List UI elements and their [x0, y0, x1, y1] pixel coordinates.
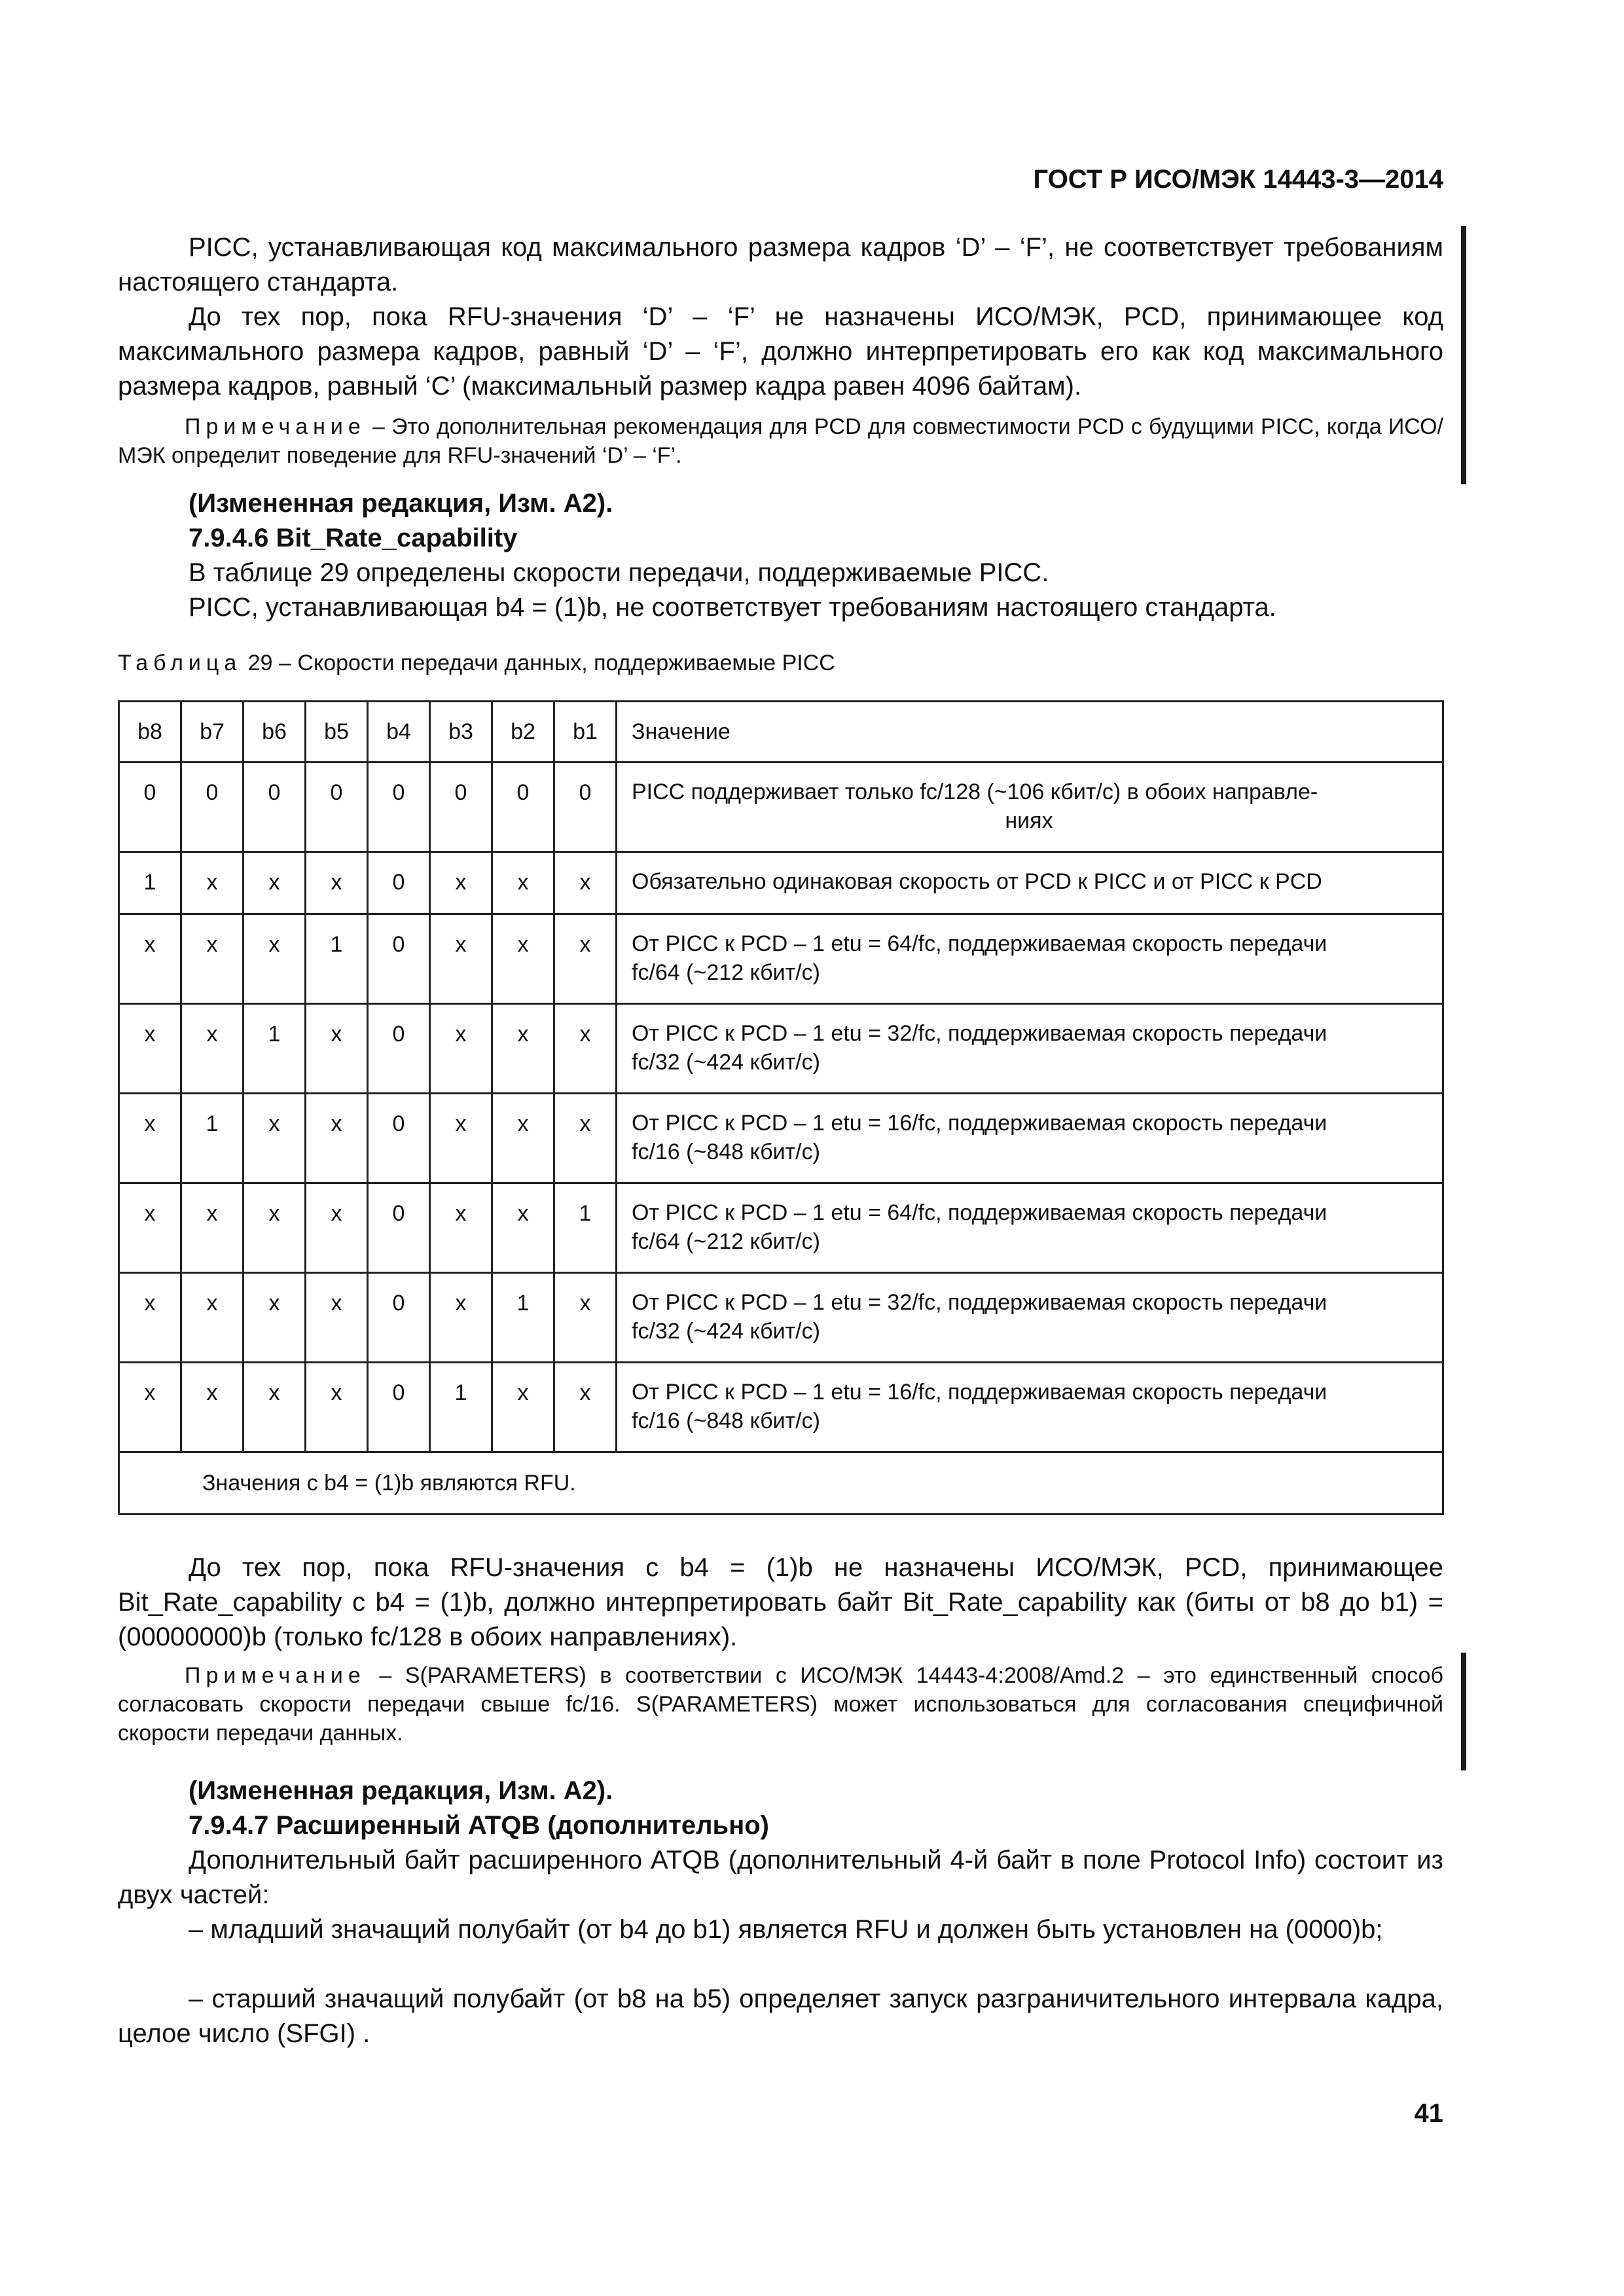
bit-cell: x [119, 1094, 181, 1183]
column-header: b4 [368, 702, 430, 762]
bit-cell: 0 [368, 852, 430, 914]
note-label: Примечание [185, 414, 366, 439]
meaning-line: ниях [1005, 808, 1053, 833]
list-item: – младший значащий полубайт (от b4 до b1) является RFU и должен быть установлен на (0000)b; [189, 1915, 1383, 1944]
bit-cell: 0 [554, 762, 617, 852]
bit-cell: x [554, 1094, 617, 1183]
bit-cell: 1 [492, 1273, 554, 1363]
bit-cell: x [430, 1004, 492, 1094]
column-header: b6 [244, 702, 306, 762]
meaning-line: От PICC к PCD – 1 etu = 32/fc, поддерживаемая скорость передачи [632, 1021, 1327, 1046]
meaning-line: От PICC к PCD – 1 etu = 16/fc, поддерживаемая скорость передачи [632, 1111, 1327, 1136]
table-row [119, 1183, 1443, 1273]
table-row [119, 1004, 1443, 1094]
bit-cell: 1 [181, 1094, 244, 1183]
bit-cell: 1 [430, 1363, 492, 1452]
bit-cell: x [430, 1183, 492, 1273]
bit-cell: x [119, 1363, 181, 1452]
bit-cell: x [119, 914, 181, 1004]
bit-cell: x [119, 1273, 181, 1363]
bit-cell: x [492, 852, 554, 914]
meaning-line: fc/64 (~212 кбит/с) [632, 1229, 820, 1254]
note-text: – Это дополнительная рекомендация для PCD для совместимости PCD с будущими PICC, когда ИСО/МЭК определит поведение для RFU-значений ‘D’ – ‘F’. [118, 414, 1443, 468]
table-footer: Значения с b4 = (1)b являются RFU. [119, 1452, 1443, 1515]
meaning-line: fc/16 (~848 кбит/с) [632, 1139, 820, 1164]
bit-cell: 1 [119, 852, 181, 914]
meaning-line: fc/32 (~424 кбит/с) [632, 1319, 820, 1344]
bit-cell: x [119, 1183, 181, 1273]
meaning-cell [617, 1094, 1443, 1183]
table-row [119, 914, 1443, 1004]
column-header: b1 [554, 702, 617, 762]
bit-cell: 0 [368, 1004, 430, 1094]
bit-cell: x [306, 1094, 368, 1183]
bit-cell: x [306, 1273, 368, 1363]
bit-cell: x [306, 1363, 368, 1452]
change-bar [1461, 1653, 1466, 1770]
bit-cell: x [244, 1183, 306, 1273]
note-text: – S(PARAMETERS) в соответствии с ИСО/МЭК 14443-4:2008/Amd.2 – это единственный способ согласовать скорости передачи свыше fc/16. S(PARAMETERS) может использоваться для согласования специфичной скорости передачи данных. [118, 1663, 1443, 1746]
paragraph: До тех пор, пока RFU-значения ‘D’ – ‘F’ не назначены ИСО/МЭК, PCD, принимающее код максимального размера кадров, равный ‘D’ – ‘F’, должно интерпретировать его как код максимального размера кадров, равный ‘C’ (максимальный размер кадра равен 4096 байтам). [118, 302, 1443, 401]
bit-cell: 1 [306, 914, 368, 1004]
meaning-line: От PICC к PCD – 1 etu = 32/fc, поддерживаемая скорость передачи [632, 1290, 1327, 1315]
amendment-mark: (Измененная редакция, Изм. А2). [189, 1776, 613, 1805]
bit-cell: 0 [368, 914, 430, 1004]
meaning-cell [617, 762, 1443, 852]
bit-cell: x [244, 1363, 306, 1452]
bit-cell: x [492, 1363, 554, 1452]
bit-rate-table [118, 700, 1444, 1515]
bit-cell: 0 [119, 762, 181, 852]
bit-cell: 0 [368, 1273, 430, 1363]
section-heading: 7.9.4.6 Bit_Rate_capability [189, 524, 518, 552]
section-heading: 7.9.4.7 Расширенный ATQB (дополнительно) [189, 1811, 769, 1840]
bit-cell: x [554, 1004, 617, 1094]
meaning-cell [617, 1004, 1443, 1094]
bit-cell: x [554, 1363, 617, 1452]
bit-cell: x [181, 914, 244, 1004]
bit-cell: 0 [368, 1363, 430, 1452]
bit-cell: x [492, 914, 554, 1004]
bit-cell: x [181, 1183, 244, 1273]
page-number: 41 [1414, 2099, 1443, 2128]
amendment-mark: (Измененная редакция, Изм. А2). [189, 489, 613, 518]
meaning-cell [617, 1363, 1443, 1452]
note-label: Примечание [185, 1663, 366, 1688]
column-header: Значение [617, 702, 1443, 762]
column-header: b3 [430, 702, 492, 762]
bit-cell: 0 [368, 762, 430, 852]
bit-cell: x [181, 1004, 244, 1094]
paragraph: До тех пор, пока RFU-значения с b4 = (1)b не назначены ИСО/МЭК, PCD, принимающее Bit_Rate_capability с b4 = (1)b, должно интерпретировать байт Bit_Rate_capability как (биты от b8 до b1) = (00000000)b (только fc/128 в обоих направлениях). [118, 1553, 1443, 1651]
bit-cell: x [244, 914, 306, 1004]
meaning-cell [617, 914, 1443, 1004]
table-caption-label: Таблица [118, 651, 242, 675]
table-row [119, 762, 1443, 852]
bit-cell: x [492, 1183, 554, 1273]
table-row [119, 852, 1443, 914]
bit-cell: x [430, 914, 492, 1004]
meaning-cell [617, 852, 1443, 914]
bit-cell: 0 [430, 762, 492, 852]
table-caption-text: 29 – Скорости передачи данных, поддерживаемые PICC [247, 651, 835, 675]
note [118, 412, 1443, 470]
change-bar [1461, 226, 1466, 484]
table-header-row [119, 702, 1443, 762]
column-header: b2 [492, 702, 554, 762]
bit-cell: x [554, 1273, 617, 1363]
column-header: b5 [306, 702, 368, 762]
bit-cell: x [554, 852, 617, 914]
bit-cell: 0 [244, 762, 306, 852]
bit-cell: x [430, 1273, 492, 1363]
bit-cell: x [181, 1273, 244, 1363]
table-footer-row [119, 1452, 1443, 1515]
bit-cell: x [430, 852, 492, 914]
bit-cell: x [430, 1094, 492, 1183]
bit-cell: x [244, 1094, 306, 1183]
bit-cell: x [119, 1004, 181, 1094]
meaning-cell [617, 1273, 1443, 1363]
table-row [119, 1273, 1443, 1363]
bit-cell: x [181, 1363, 244, 1452]
bit-cell: 1 [244, 1004, 306, 1094]
meaning-line: fc/64 (~212 кбит/с) [632, 960, 820, 985]
paragraph: Дополнительный байт расширенного ATQB (дополнительный 4-й байт в поле Protocol Info) состоит из двух частей: [118, 1846, 1443, 1909]
document-header: ГОСТ Р ИСО/МЭК 14443-3—2014 [1033, 165, 1443, 194]
meaning-line: fc/32 (~424 кбит/с) [632, 1050, 820, 1075]
bit-cell: x [181, 852, 244, 914]
bit-cell: 0 [368, 1183, 430, 1273]
paragraph: PICC, устанавливающая b4 = (1)b, не соответствует требованиям настоящего стандарта. [189, 593, 1276, 622]
bit-cell: x [492, 1004, 554, 1094]
bit-cell: 0 [368, 1094, 430, 1183]
table-row [119, 1094, 1443, 1183]
bit-cell: 0 [306, 762, 368, 852]
bit-cell: x [492, 1094, 554, 1183]
meaning-line: От PICC к PCD – 1 etu = 64/fc, поддерживаемая скорость передачи [632, 931, 1327, 956]
bit-cell: x [554, 914, 617, 1004]
meaning-line: От PICC к PCD – 1 etu = 64/fc, поддерживаемая скорость передачи [632, 1200, 1327, 1225]
bit-cell: x [244, 852, 306, 914]
bit-cell: 0 [181, 762, 244, 852]
list-item: – старший значащий полубайт (от b8 на b5) определяет запуск разграничительного интервала кадра, целое число (SFGI) . [118, 1984, 1443, 2048]
bit-cell: x [244, 1273, 306, 1363]
meaning-line: Обязательно одинаковая скорость от PCD к PICC и от PICC к PCD [632, 869, 1322, 894]
bit-cell: x [306, 1004, 368, 1094]
bit-cell: x [306, 1183, 368, 1273]
paragraph: В таблице 29 определены скорости передачи, поддерживаемые PICC. [189, 558, 1049, 587]
note [118, 1661, 1443, 1748]
table-caption [118, 651, 835, 676]
meaning-line: От PICC к PCD – 1 etu = 16/fc, поддерживаемая скорость передачи [632, 1380, 1327, 1405]
meaning-line: PICC поддерживает только fc/128 (~106 кбит/с) в обоих направле- [632, 780, 1318, 804]
bit-cell: 0 [492, 762, 554, 852]
bit-cell: x [306, 852, 368, 914]
bit-cell: 1 [554, 1183, 617, 1273]
column-header: b7 [181, 702, 244, 762]
meaning-cell [617, 1183, 1443, 1273]
column-header: b8 [119, 702, 181, 762]
table-row [119, 1363, 1443, 1452]
paragraph: PICC, устанавливающая код максимального размера кадров ‘D’ – ‘F’, не соответствует требованиям настоящего стандарта. [118, 233, 1443, 296]
meaning-line: fc/16 (~848 кбит/с) [632, 1408, 820, 1433]
